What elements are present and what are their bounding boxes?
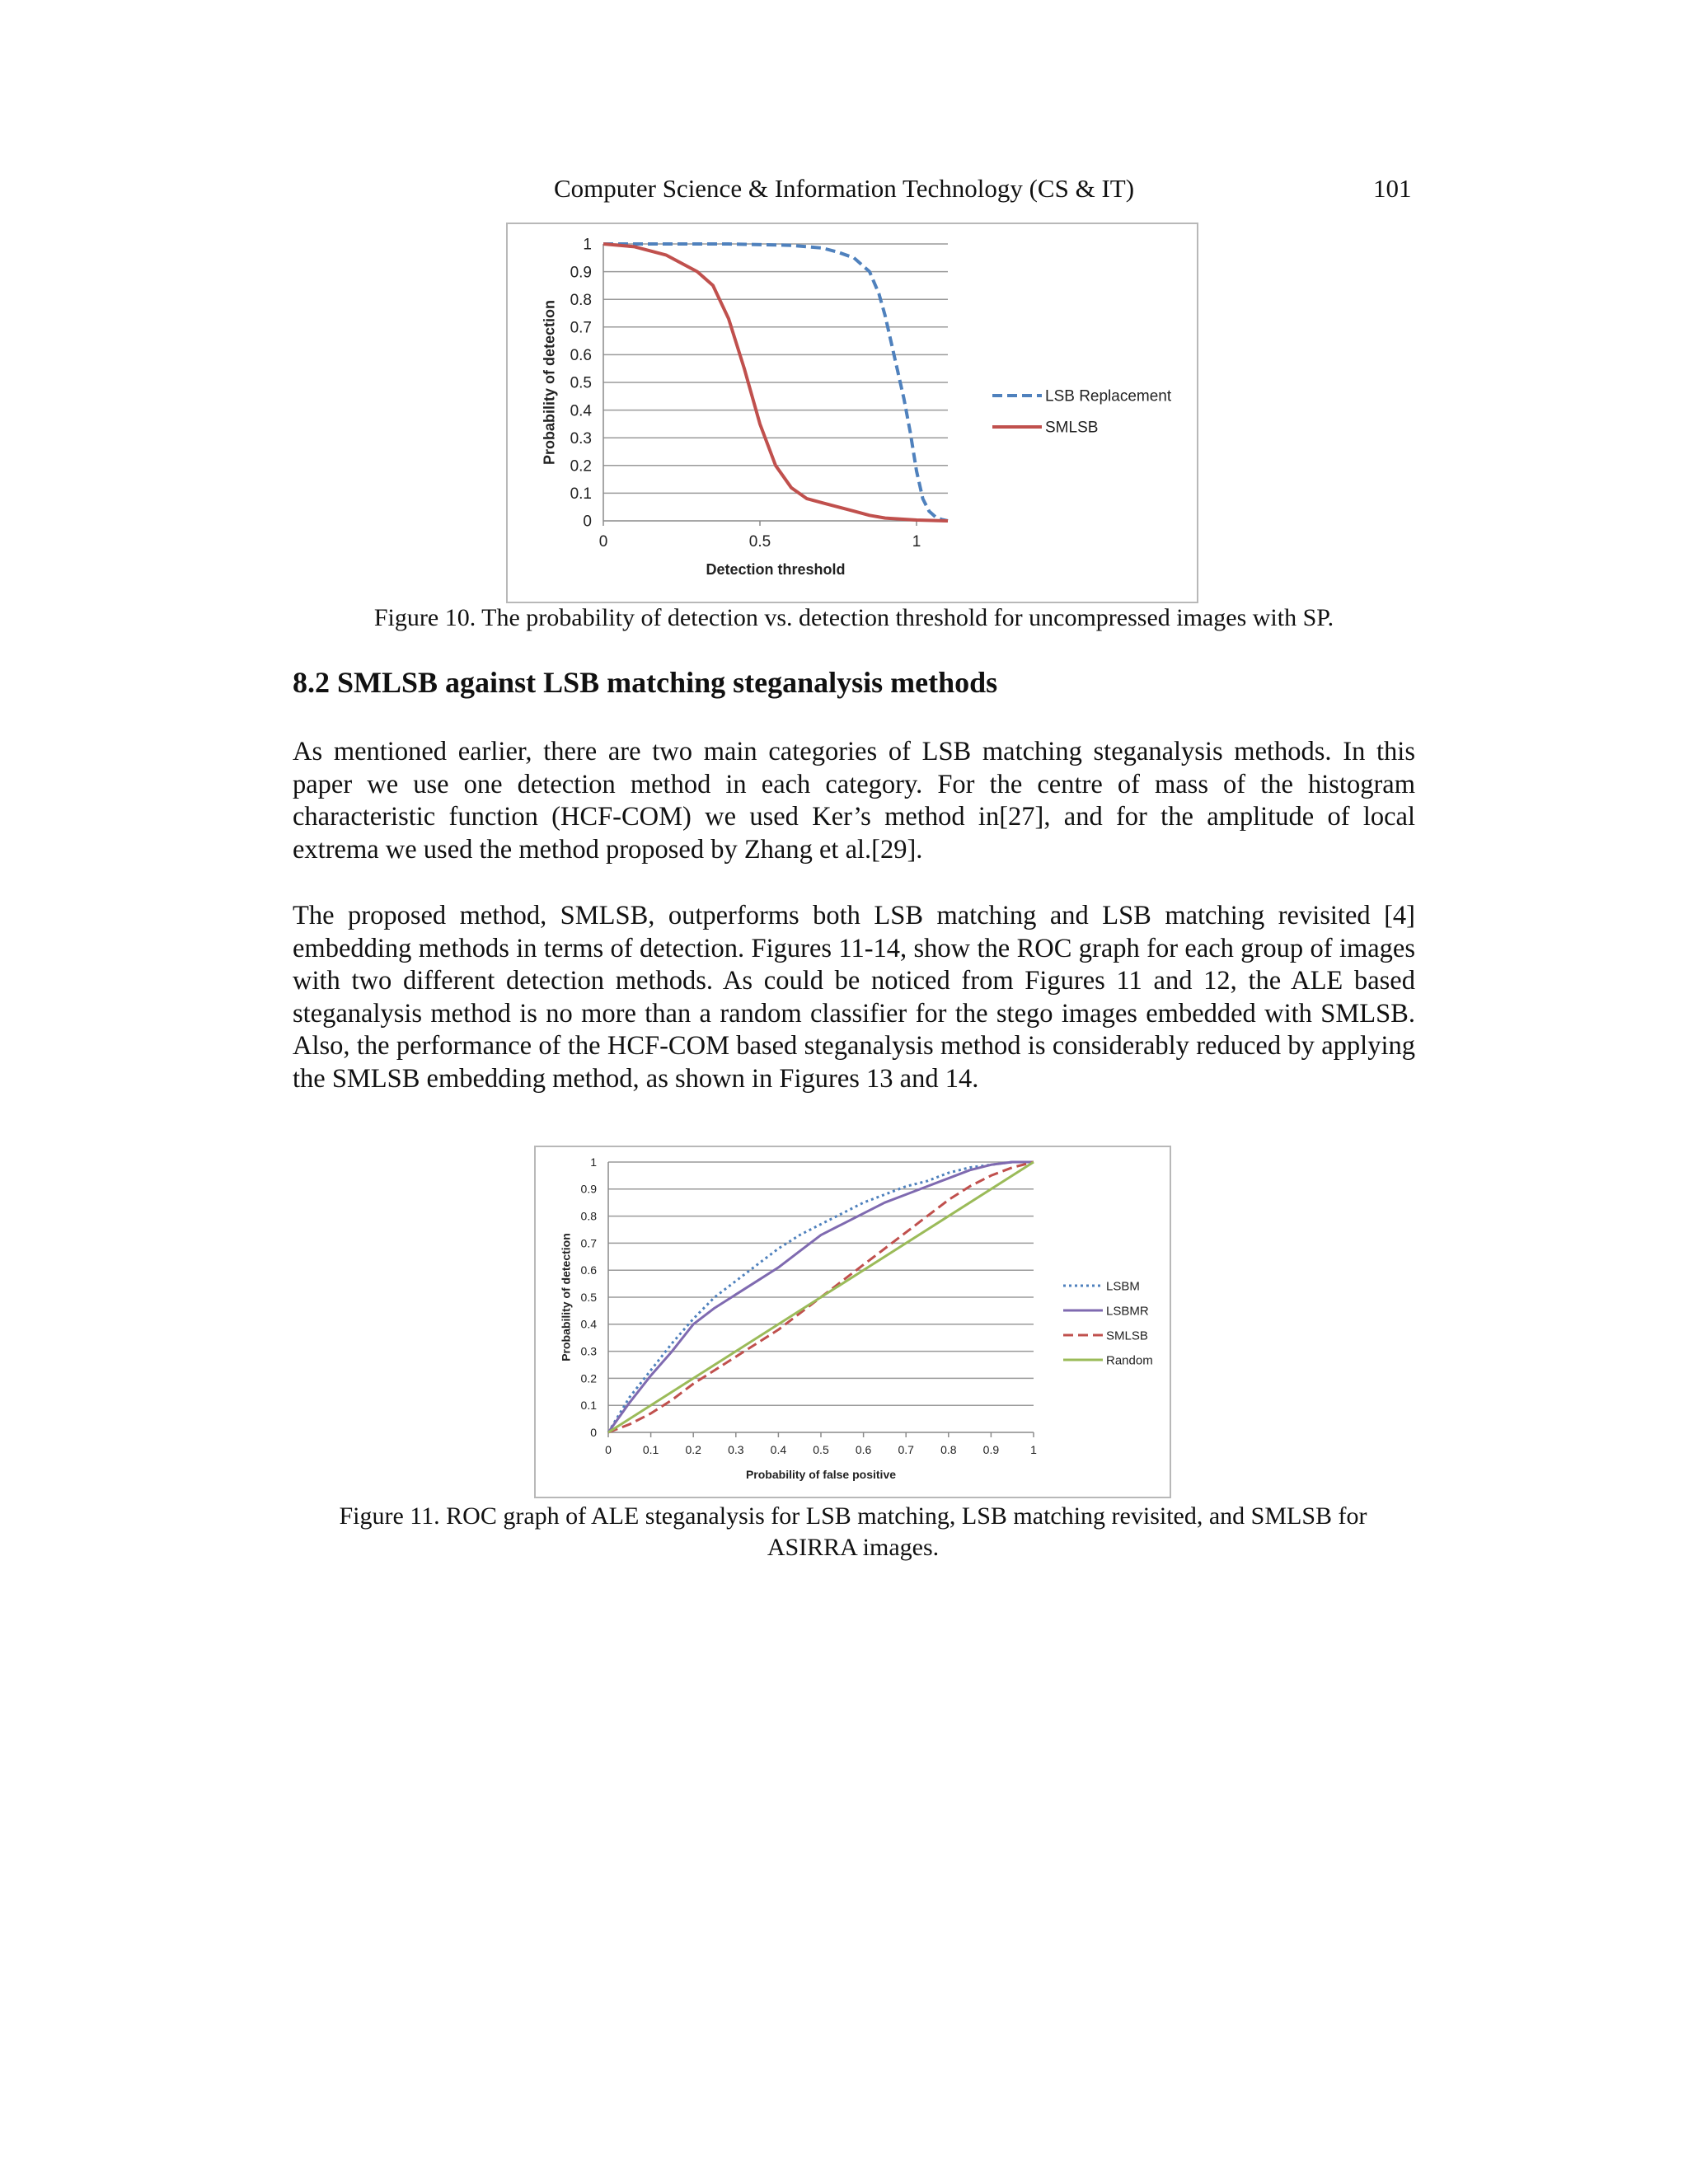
y-tick-label: 0.2 <box>570 457 592 476</box>
legend-label: LSBMR <box>1106 1304 1149 1319</box>
legend-label: Random <box>1106 1353 1153 1368</box>
y-tick-label: 0.4 <box>580 1317 597 1331</box>
journal-title: Computer Science & Information Technology (CS & IT) <box>553 174 1135 203</box>
page-number: 101 <box>1373 174 1412 203</box>
x-axis-label: Detection threshold <box>706 561 846 578</box>
y-tick-label: 0.5 <box>570 374 592 392</box>
y-tick-label: 1 <box>583 236 592 254</box>
chart-1-svg <box>536 1147 1171 1498</box>
x-tick-label: 0.2 <box>685 1443 701 1456</box>
x-tick-label: 0 <box>598 533 608 551</box>
y-tick-label: 0 <box>590 1425 597 1439</box>
y-tick-label: 0.7 <box>570 319 592 337</box>
y-tick-label: 0.9 <box>580 1182 597 1196</box>
y-tick-label: 0.1 <box>570 485 592 504</box>
x-tick-label: 1 <box>1030 1443 1037 1456</box>
x-tick-label: 0 <box>605 1443 612 1456</box>
x-axis-label: Probability of false positive <box>745 1468 897 1481</box>
y-tick-label: 0.4 <box>570 402 592 420</box>
figure-11-chart <box>534 1146 1171 1498</box>
x-tick-label: 0.5 <box>813 1443 829 1456</box>
x-tick-label: 0.7 <box>898 1443 914 1456</box>
y-tick-label: 0.3 <box>580 1344 597 1358</box>
y-tick-label: 0.6 <box>580 1263 597 1277</box>
legend-label: SMLSB <box>1106 1329 1148 1343</box>
section-heading: 8.2 SMLSB against LSB matching steganalysis methods <box>293 666 998 699</box>
x-tick-label: 0.8 <box>940 1443 957 1456</box>
chart-0-svg <box>508 224 1198 603</box>
y-tick-label: 0.8 <box>580 1209 597 1223</box>
y-tick-label: 0.8 <box>570 291 592 309</box>
x-tick-label: 0.3 <box>728 1443 744 1456</box>
x-tick-label: 1 <box>912 533 921 551</box>
y-tick-label: 0.9 <box>570 264 592 282</box>
paragraph-1: As mentioned earlier, there are two main categories of LSB matching steganalysis methods. In this paper we use one detection method in each category. For the centre of mass of the histogram characteristic function (HCF-COM) we used Ker’s method in[27], and for the amplitude of local extrema we used the method proposed by Zhang et al.[29]. <box>293 737 1415 865</box>
y-tick-label: 0.3 <box>570 429 592 448</box>
x-tick-label: 0.1 <box>642 1443 659 1456</box>
x-tick-label: 0.6 <box>855 1443 872 1456</box>
x-tick-label: 0.9 <box>982 1443 1000 1456</box>
y-axis-label: Probability of detection <box>559 1233 573 1361</box>
y-tick-label: 0.7 <box>580 1236 597 1250</box>
y-tick-label: 1 <box>590 1155 597 1169</box>
y-axis-label: Probability of detection <box>541 299 558 466</box>
figure-10-chart <box>506 223 1198 603</box>
figure-10-caption: Figure 10. The probability of detection vs. detection threshold for uncompressed images with SP. <box>373 604 1334 631</box>
legend-label: LSB Replacement <box>1045 387 1172 405</box>
y-tick-label: 0.2 <box>580 1371 597 1385</box>
y-tick-label: 0.1 <box>580 1399 597 1413</box>
figure-11-caption: Figure 11. ROC graph of ALE steganalysis for LSB matching, LSB matching revisited, and SMLSB for ASIRRA images. <box>339 1502 1367 1561</box>
legend-label: LSBM <box>1106 1279 1140 1294</box>
legend-label: SMLSB <box>1045 419 1099 437</box>
y-tick-label: 0 <box>583 513 592 531</box>
y-tick-label: 0.5 <box>580 1290 597 1304</box>
paragraph-2: The proposed method, SMLSB, outperforms both LSB matching and LSB matching revisited [4] embedding methods in terms of detection. Figures 11-14, show the ROC graph for each group of images with two different detection methods. As could be noticed from Figures 11 and 12, the ALE based steganalysis method is no more than a random classifier for the stego images embedded with SMLSB. Also, the performance of the HCF-COM based steganalysis method is considerably reduced by applying the SMLSB embedding method, as shown in Figures 13 and 14. <box>293 901 1415 1094</box>
x-tick-label: 0.4 <box>770 1443 787 1456</box>
x-tick-label: 0.5 <box>748 533 771 551</box>
y-tick-label: 0.6 <box>570 347 592 365</box>
